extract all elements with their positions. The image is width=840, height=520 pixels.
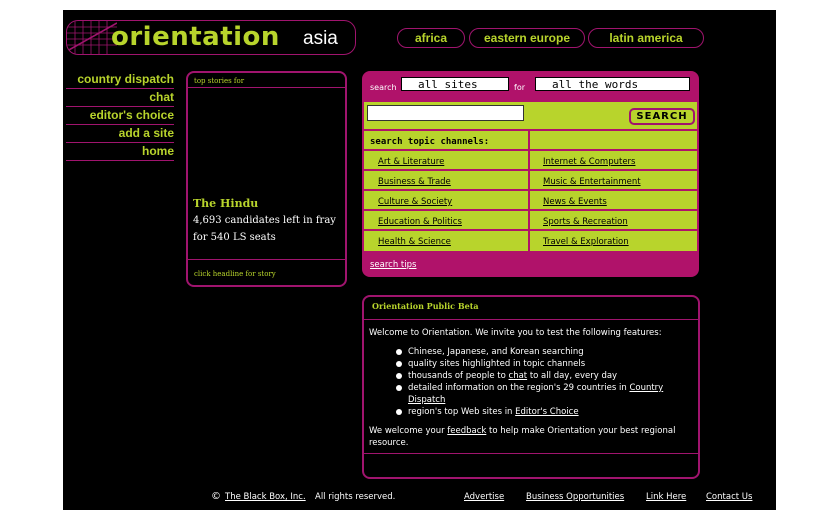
company-link[interactable]: The Black Box, Inc. xyxy=(225,492,306,502)
beta-outro-text: We welcome your xyxy=(369,426,448,436)
region-africa-button[interactable]: africa xyxy=(397,28,465,48)
beta-feature-4 xyxy=(408,382,663,394)
logo-grid-graphic xyxy=(67,21,117,54)
beta-outro xyxy=(369,425,675,437)
beta-feature-3 xyxy=(408,370,617,382)
editors-choice-link[interactable]: Editor's Choice xyxy=(515,407,579,417)
beta-intro: Welcome to Orientation. We invite you to test the following features: xyxy=(369,328,662,338)
beta-feature-5-text: region's top Web sites in xyxy=(408,407,516,417)
divider xyxy=(364,129,697,131)
search-tips-link[interactable]: search tips xyxy=(370,260,417,270)
nav-country-dispatch[interactable]: country dispatch xyxy=(66,71,174,89)
divider xyxy=(364,149,697,151)
region-latin-america-button[interactable]: latin america xyxy=(588,28,704,48)
beta-feature-4-text: detailed information on the region's 29 countries in xyxy=(408,383,630,393)
channel-music-entertainment[interactable]: Music & Entertainment xyxy=(543,177,641,187)
copyright-text: All rights reserved. xyxy=(315,492,396,502)
search-mode-select[interactable]: all the words xyxy=(535,77,690,91)
channel-news-events[interactable]: News & Events xyxy=(543,197,607,207)
divider xyxy=(364,189,697,191)
nav-home[interactable]: home xyxy=(66,143,174,161)
beta-feature-3-text: thousands of people to xyxy=(408,371,509,381)
story-source: The Hindu xyxy=(193,197,259,210)
copyright-icon: © xyxy=(211,491,221,502)
channel-art-literature[interactable]: Art & Literature xyxy=(378,157,445,167)
beta-feature-3-text-end: to all day, every day xyxy=(527,371,618,381)
beta-feature-2: quality sites highlighted in topic channels xyxy=(408,359,586,369)
region-eastern-europe-button[interactable]: eastern europe xyxy=(469,28,585,48)
top-stories-label: top stories for xyxy=(194,77,245,85)
channel-culture-society[interactable]: Culture & Society xyxy=(378,197,453,207)
divider xyxy=(364,209,697,211)
nav-editors-choice[interactable]: editor's choice xyxy=(66,107,174,125)
beta-feature-1: Chinese, Japanese, and Korean searching xyxy=(408,347,584,357)
footer-advertise-link[interactable]: Advertise xyxy=(464,492,505,502)
channel-internet-computers[interactable]: Internet & Computers xyxy=(543,157,636,167)
search-for-label: for xyxy=(514,83,525,92)
search-input[interactable] xyxy=(367,105,524,121)
feedback-link[interactable]: feedback xyxy=(447,426,487,436)
bullet-icon xyxy=(396,373,402,379)
logo[interactable] xyxy=(66,20,356,55)
channel-sports-recreation[interactable]: Sports & Recreation xyxy=(543,217,628,227)
divider xyxy=(364,453,698,454)
footer-contact-us-link[interactable]: Contact Us xyxy=(706,492,753,502)
country-dispatch-link-continued[interactable]: Dispatch xyxy=(408,395,446,405)
divider xyxy=(364,169,697,171)
channel-business-trade[interactable]: Business & Trade xyxy=(378,177,451,187)
bullet-icon xyxy=(396,349,402,355)
bullet-icon xyxy=(396,409,402,415)
top-stories-panel xyxy=(186,71,347,287)
nav-chat[interactable]: chat xyxy=(66,89,174,107)
topic-channels-label: search topic channels: xyxy=(370,137,490,147)
divider xyxy=(364,229,697,231)
nav-add-a-site[interactable]: add a site xyxy=(66,125,174,143)
beta-panel xyxy=(362,295,700,479)
beta-title: Orientation Public Beta xyxy=(372,301,479,311)
logo-wordmark: orientation xyxy=(111,22,280,52)
search-scope-select[interactable]: all sites xyxy=(401,77,509,91)
country-dispatch-link[interactable]: Country xyxy=(629,383,664,393)
beta-outro-text-mid: to help make Orientation your best regional xyxy=(486,426,676,436)
divider xyxy=(188,87,345,88)
footer-link-here-link[interactable]: Link Here xyxy=(646,492,687,502)
beta-outro-end: resource. xyxy=(369,438,409,448)
page xyxy=(63,10,776,510)
search-panel xyxy=(362,71,699,277)
story-headline[interactable]: 4,693 candidates left in fray for 540 LS seats xyxy=(193,215,336,243)
story-hint: click headline for story xyxy=(194,270,276,278)
channel-health-science[interactable]: Health & Science xyxy=(378,237,451,247)
bullet-icon xyxy=(396,361,402,367)
channel-education-politics[interactable]: Education & Politics xyxy=(378,217,462,227)
footer-business-opportunities-link[interactable]: Business Opportunities xyxy=(526,492,625,502)
search-form-area xyxy=(364,102,697,251)
logo-region-label: asia xyxy=(303,28,338,49)
divider xyxy=(188,259,345,260)
search-button[interactable]: SEARCH xyxy=(629,108,695,125)
divider xyxy=(364,319,698,320)
search-scope-label: search xyxy=(370,83,397,92)
bullet-icon xyxy=(396,385,402,391)
beta-feature-5 xyxy=(408,406,579,418)
chat-link[interactable]: chat xyxy=(508,371,528,381)
channel-travel-exploration[interactable]: Travel & Exploration xyxy=(543,237,629,247)
